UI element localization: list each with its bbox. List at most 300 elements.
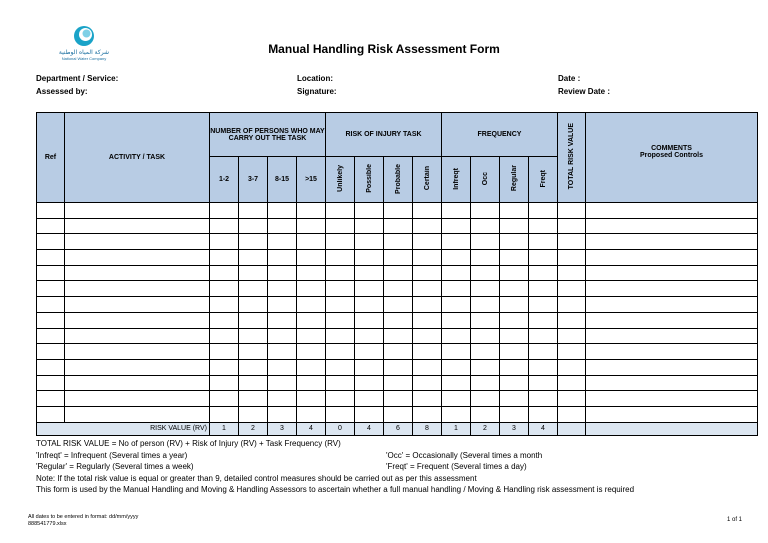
frequency-col-header: [471, 157, 500, 203]
table-cell[interactable]: [65, 406, 210, 422]
table-cell[interactable]: [500, 265, 529, 281]
risk-value-row: [37, 422, 758, 435]
table-cell[interactable]: [326, 265, 355, 281]
table-cell[interactable]: [297, 391, 326, 407]
table-cell[interactable]: [210, 391, 239, 407]
risk-value-cell: 1: [442, 422, 471, 435]
table-cell[interactable]: [384, 297, 413, 313]
table-cell[interactable]: [355, 406, 384, 422]
table-cell[interactable]: [471, 218, 500, 234]
table-cell[interactable]: [442, 375, 471, 391]
table-cell[interactable]: [65, 391, 210, 407]
table-cell[interactable]: [268, 312, 297, 328]
table-cell[interactable]: [297, 218, 326, 234]
table-cell[interactable]: [326, 234, 355, 250]
table-cell[interactable]: [558, 265, 586, 281]
table-cell[interactable]: [65, 328, 210, 344]
table-cell[interactable]: [65, 375, 210, 391]
frequency-col-header: [500, 157, 529, 203]
table-cell[interactable]: [239, 312, 268, 328]
table-cell[interactable]: [529, 265, 558, 281]
table-cell[interactable]: [65, 312, 210, 328]
persons-col-header: 1-2: [210, 157, 239, 203]
persons-col-header: 3-7: [239, 157, 268, 203]
table-cell[interactable]: [413, 344, 442, 360]
table-cell[interactable]: [297, 359, 326, 375]
table-cell[interactable]: [239, 265, 268, 281]
risk-value-label: RISK VALUE (RV): [37, 422, 210, 435]
table-cell[interactable]: [413, 297, 442, 313]
table-cell[interactable]: [413, 328, 442, 344]
table-cell[interactable]: [413, 234, 442, 250]
table-cell[interactable]: [239, 203, 268, 219]
table-cell[interactable]: [442, 281, 471, 297]
table-cell[interactable]: [268, 344, 297, 360]
table-row: [37, 406, 758, 422]
freqt-note: 'Freqt' = Frequent (Several times a day): [386, 462, 527, 472]
table-cell[interactable]: [471, 391, 500, 407]
table-cell[interactable]: [268, 218, 297, 234]
table-cell[interactable]: [500, 406, 529, 422]
risk-value-cell: 1: [210, 422, 239, 435]
table-cell[interactable]: [500, 359, 529, 375]
table-cell[interactable]: [529, 203, 558, 219]
table-cell[interactable]: [37, 328, 65, 344]
table-cell[interactable]: [529, 359, 558, 375]
table-cell[interactable]: [529, 297, 558, 313]
table-cell[interactable]: [65, 234, 210, 250]
regular-note: 'Regular' = Regularly (Several times a week): [36, 462, 194, 472]
risk-value-cell: 3: [268, 422, 297, 435]
risk-col-header: [326, 157, 355, 203]
risk-col-header: [355, 157, 384, 203]
table-cell[interactable]: [500, 234, 529, 250]
table-cell[interactable]: [326, 406, 355, 422]
table-cell[interactable]: [297, 203, 326, 219]
review-date-label: Review Date :: [558, 87, 611, 96]
table-cell[interactable]: [529, 344, 558, 360]
table-cell[interactable]: [384, 218, 413, 234]
table-cell[interactable]: [65, 281, 210, 297]
table-cell[interactable]: [268, 281, 297, 297]
table-cell[interactable]: [586, 250, 758, 266]
table-cell[interactable]: [268, 328, 297, 344]
assessed-by-label: Assessed by:: [36, 87, 88, 96]
table-cell[interactable]: [65, 297, 210, 313]
risk-value-cell: 4: [355, 422, 384, 435]
table-cell[interactable]: [210, 234, 239, 250]
table-cell[interactable]: [37, 297, 65, 313]
table-cell[interactable]: [355, 344, 384, 360]
table-cell[interactable]: [37, 359, 65, 375]
table-cell[interactable]: [586, 375, 758, 391]
table-cell[interactable]: [471, 203, 500, 219]
risk-col-text: Probable: [394, 163, 402, 194]
table-cell[interactable]: [586, 203, 758, 219]
risk-assessment-table: [36, 112, 758, 436]
table-row: [37, 312, 758, 328]
occ-note: 'Occ' = Occasionally (Several times a month: [386, 450, 543, 460]
table-row: [37, 234, 758, 250]
table-cell[interactable]: [413, 312, 442, 328]
frequency-legend-row: [36, 450, 634, 462]
table-cell[interactable]: [239, 281, 268, 297]
table-cell[interactable]: [471, 297, 500, 313]
table-cell[interactable]: [442, 234, 471, 250]
table-cell[interactable]: [586, 391, 758, 407]
table-cell[interactable]: [558, 344, 586, 360]
table-cell[interactable]: [355, 281, 384, 297]
table-cell[interactable]: [558, 250, 586, 266]
total-risk-value-cell: [558, 422, 586, 435]
table-cell[interactable]: [355, 297, 384, 313]
table-cell[interactable]: [326, 203, 355, 219]
table-cell[interactable]: [558, 234, 586, 250]
table-cell[interactable]: [384, 203, 413, 219]
table-cell[interactable]: [442, 203, 471, 219]
risk-col-header: [413, 157, 442, 203]
table-cell[interactable]: [297, 265, 326, 281]
table-cell[interactable]: [65, 344, 210, 360]
table-cell[interactable]: [471, 328, 500, 344]
table-cell[interactable]: [326, 281, 355, 297]
risk-value-cell: 2: [239, 422, 268, 435]
table-cell[interactable]: [297, 250, 326, 266]
table-cell[interactable]: [500, 391, 529, 407]
date-format-note: All dates to be entered in format: dd/mm/yyyy: [28, 514, 139, 520]
table-cell[interactable]: [297, 312, 326, 328]
table-cell[interactable]: [297, 328, 326, 344]
table-cell[interactable]: [210, 297, 239, 313]
table-cell[interactable]: [558, 218, 586, 234]
table-cell[interactable]: [210, 265, 239, 281]
table-cell[interactable]: [326, 359, 355, 375]
table-cell[interactable]: [586, 344, 758, 360]
table-cell[interactable]: [586, 281, 758, 297]
table-cell[interactable]: [37, 234, 65, 250]
table-cell[interactable]: [529, 312, 558, 328]
table-cell[interactable]: [500, 218, 529, 234]
table-cell[interactable]: [442, 391, 471, 407]
table-cell[interactable]: [355, 203, 384, 219]
table-row: [37, 203, 758, 219]
risk-col-text: Certain: [423, 166, 431, 191]
table-cell[interactable]: [413, 375, 442, 391]
form-title: Manual Handling Risk Assessment Form: [268, 42, 500, 56]
table-cell[interactable]: [355, 328, 384, 344]
signature-label: Signature:: [297, 87, 337, 96]
table-cell[interactable]: [500, 312, 529, 328]
table-cell[interactable]: [326, 218, 355, 234]
table-cell[interactable]: [529, 281, 558, 297]
table-cell[interactable]: [471, 375, 500, 391]
table-cell[interactable]: [558, 203, 586, 219]
frequency-col-text: Infreqt: [452, 167, 460, 190]
table-cell[interactable]: [558, 281, 586, 297]
table-cell[interactable]: [210, 203, 239, 219]
table-cell[interactable]: [37, 250, 65, 266]
table-cell[interactable]: [529, 234, 558, 250]
table-cell[interactable]: [268, 203, 297, 219]
table-cell[interactable]: [297, 344, 326, 360]
table-cell[interactable]: [586, 218, 758, 234]
table-cell[interactable]: [355, 391, 384, 407]
table-cell[interactable]: [529, 391, 558, 407]
table-cell[interactable]: [413, 250, 442, 266]
table-cell[interactable]: [210, 328, 239, 344]
table-cell[interactable]: [384, 344, 413, 360]
frequency-legend-row: [36, 461, 634, 473]
table-cell[interactable]: [413, 406, 442, 422]
risk-col-text: Unlikely: [336, 165, 344, 192]
table-cell[interactable]: [239, 297, 268, 313]
table-cell[interactable]: [558, 391, 586, 407]
risk-value-cell: 4: [529, 422, 558, 435]
table-cell[interactable]: [413, 359, 442, 375]
activity-header: ACTIVITY / TASK: [65, 113, 210, 203]
table-cell[interactable]: [239, 359, 268, 375]
total-formula-note: TOTAL RISK VALUE = No of person (RV) + Risk of Injury (RV) + Task Frequency (RV): [36, 439, 341, 448]
table-cell[interactable]: [268, 297, 297, 313]
table-cell[interactable]: [442, 406, 471, 422]
table-cell[interactable]: [384, 250, 413, 266]
date-label: Date :: [558, 74, 581, 83]
table-cell[interactable]: [65, 265, 210, 281]
table-cell[interactable]: [586, 265, 758, 281]
table-cell[interactable]: [384, 391, 413, 407]
table-cell[interactable]: [586, 234, 758, 250]
table-cell[interactable]: [413, 203, 442, 219]
total-risk-header: [558, 113, 586, 203]
risk-value-cell: 3: [500, 422, 529, 435]
table-cell[interactable]: [210, 359, 239, 375]
table-cell[interactable]: [355, 265, 384, 281]
table-cell[interactable]: [529, 250, 558, 266]
table-cell[interactable]: [355, 250, 384, 266]
table-cell[interactable]: [268, 265, 297, 281]
table-cell[interactable]: [471, 406, 500, 422]
risk-value-cell: 4: [297, 422, 326, 435]
table-cell[interactable]: [65, 359, 210, 375]
table-cell[interactable]: [558, 312, 586, 328]
risk-value-cell: 0: [326, 422, 355, 435]
table-cell[interactable]: [471, 250, 500, 266]
table-cell[interactable]: [500, 344, 529, 360]
table-cell[interactable]: [239, 391, 268, 407]
table-cell[interactable]: [355, 218, 384, 234]
table-row: [37, 265, 758, 281]
logo-arabic-text: شركة المياه الوطنية: [58, 49, 110, 56]
risk-value-cell: 2: [471, 422, 500, 435]
frequency-col-header: [529, 157, 558, 203]
table-cell[interactable]: [500, 281, 529, 297]
comments-title: COMMENTS: [651, 145, 692, 152]
table-cell[interactable]: [471, 265, 500, 281]
table-cell[interactable]: [471, 281, 500, 297]
table-cell[interactable]: [239, 328, 268, 344]
table-row: [37, 250, 758, 266]
table-cell[interactable]: [37, 375, 65, 391]
table-cell[interactable]: [65, 250, 210, 266]
table-cell[interactable]: [442, 359, 471, 375]
table-cell[interactable]: [297, 234, 326, 250]
table-cell[interactable]: [268, 391, 297, 407]
department-label: Department / Service:: [36, 74, 119, 83]
table-cell[interactable]: [586, 359, 758, 375]
table-cell[interactable]: [471, 344, 500, 360]
table-cell[interactable]: [210, 312, 239, 328]
table-cell[interactable]: [384, 359, 413, 375]
table-cell[interactable]: [413, 218, 442, 234]
table-cell[interactable]: [500, 250, 529, 266]
table-cell[interactable]: [384, 375, 413, 391]
table-cell[interactable]: [326, 328, 355, 344]
table-cell[interactable]: [384, 234, 413, 250]
location-label: Location:: [297, 74, 333, 83]
table-cell[interactable]: [326, 312, 355, 328]
table-cell[interactable]: [413, 391, 442, 407]
table-row: [37, 328, 758, 344]
table-cell[interactable]: [442, 312, 471, 328]
footer: [28, 514, 138, 528]
table-cell[interactable]: [297, 375, 326, 391]
table-cell[interactable]: [500, 297, 529, 313]
table-cell[interactable]: [500, 375, 529, 391]
table-row: [37, 218, 758, 234]
comments-value-cell: [586, 422, 758, 435]
table-cell[interactable]: [529, 218, 558, 234]
table-cell[interactable]: [268, 375, 297, 391]
frequency-group-header: FREQUENCY: [442, 113, 558, 157]
table-cell[interactable]: [586, 328, 758, 344]
table-cell[interactable]: [210, 344, 239, 360]
assessment-rows: [37, 203, 758, 436]
threshold-note: Note: If the total risk value is equal or greater than 9, detailed control measures should be carried out as per this assessment: [36, 473, 477, 483]
table-cell[interactable]: [442, 328, 471, 344]
table-cell[interactable]: [326, 375, 355, 391]
table-cell[interactable]: [37, 218, 65, 234]
table-row: [37, 359, 758, 375]
table-cell[interactable]: [471, 359, 500, 375]
table-cell[interactable]: [210, 406, 239, 422]
table-cell[interactable]: [297, 281, 326, 297]
table-cell[interactable]: [355, 312, 384, 328]
table-cell[interactable]: [239, 406, 268, 422]
table-cell[interactable]: [210, 218, 239, 234]
table-cell[interactable]: [65, 203, 210, 219]
table-cell[interactable]: [586, 406, 758, 422]
table-cell[interactable]: [586, 312, 758, 328]
table-cell[interactable]: [37, 344, 65, 360]
table-cell[interactable]: [268, 359, 297, 375]
table-cell[interactable]: [384, 312, 413, 328]
comments-subtitle: Proposed Controls: [639, 152, 703, 159]
table-cell[interactable]: [326, 344, 355, 360]
table-cell[interactable]: [326, 297, 355, 313]
table-cell[interactable]: [442, 297, 471, 313]
table-cell[interactable]: [529, 406, 558, 422]
table-cell[interactable]: [210, 250, 239, 266]
table-cell[interactable]: [37, 203, 65, 219]
table-cell[interactable]: [297, 406, 326, 422]
risk-col-text: Possible: [365, 164, 373, 193]
risk-col-header: [384, 157, 413, 203]
table-cell[interactable]: [355, 375, 384, 391]
table-cell[interactable]: [239, 218, 268, 234]
table-cell[interactable]: [65, 218, 210, 234]
table-row: [37, 281, 758, 297]
table-row: [37, 375, 758, 391]
table-cell[interactable]: [384, 406, 413, 422]
table-cell[interactable]: [239, 375, 268, 391]
total-risk-header-text: TOTAL RISK VALUE: [568, 123, 575, 190]
frequency-col-text: Freqt: [539, 169, 547, 188]
table-cell[interactable]: [442, 265, 471, 281]
frequency-col-text: Occ: [481, 171, 489, 186]
table-cell[interactable]: [37, 265, 65, 281]
table-cell[interactable]: [529, 328, 558, 344]
table-cell[interactable]: [586, 297, 758, 313]
table-cell[interactable]: [413, 281, 442, 297]
table-cell[interactable]: [268, 250, 297, 266]
table-cell[interactable]: [239, 234, 268, 250]
table-row: [37, 344, 758, 360]
risk-group-header: RISK OF INJURY TASK: [326, 113, 442, 157]
table-cell[interactable]: [442, 344, 471, 360]
table-cell[interactable]: [558, 359, 586, 375]
table-cell[interactable]: [268, 406, 297, 422]
table-cell[interactable]: [239, 344, 268, 360]
table-cell[interactable]: [442, 250, 471, 266]
table-cell[interactable]: [355, 234, 384, 250]
table-cell[interactable]: [558, 375, 586, 391]
risk-value-cell: 6: [384, 422, 413, 435]
table-cell[interactable]: [239, 250, 268, 266]
table-cell[interactable]: [384, 265, 413, 281]
persons-col-header: >15: [297, 157, 326, 203]
table-cell[interactable]: [558, 328, 586, 344]
table-cell[interactable]: [558, 297, 586, 313]
table-cell[interactable]: [529, 375, 558, 391]
table-cell[interactable]: [442, 218, 471, 234]
table-cell[interactable]: [37, 406, 65, 422]
table-cell[interactable]: [471, 312, 500, 328]
table-cell[interactable]: [471, 234, 500, 250]
table-cell[interactable]: [500, 328, 529, 344]
table-cell[interactable]: [326, 391, 355, 407]
page-number: 1 of 1: [726, 517, 742, 523]
table-cell[interactable]: [268, 234, 297, 250]
logo-english-text: National Water Company: [61, 56, 107, 61]
table-cell[interactable]: [413, 265, 442, 281]
table-cell[interactable]: [558, 406, 586, 422]
table-cell[interactable]: [37, 391, 65, 407]
file-name: 888541779.xlsx: [28, 521, 67, 527]
table-cell[interactable]: [297, 297, 326, 313]
table-cell[interactable]: [210, 281, 239, 297]
usage-note: This form is used by the Manual Handling and Moving & Handling Assessors to ascertain whether a full manual handling / Moving & Handling risk assessment is required: [36, 485, 635, 495]
table-cell[interactable]: [355, 359, 384, 375]
persons-col-header: 8-15: [268, 157, 297, 203]
table-cell[interactable]: [37, 312, 65, 328]
table-cell[interactable]: [37, 281, 65, 297]
table-cell[interactable]: [384, 328, 413, 344]
table-cell[interactable]: [500, 203, 529, 219]
table-cell[interactable]: [384, 281, 413, 297]
table-cell[interactable]: [210, 375, 239, 391]
frequency-col-text: Regular: [510, 165, 518, 192]
table-cell[interactable]: [326, 250, 355, 266]
